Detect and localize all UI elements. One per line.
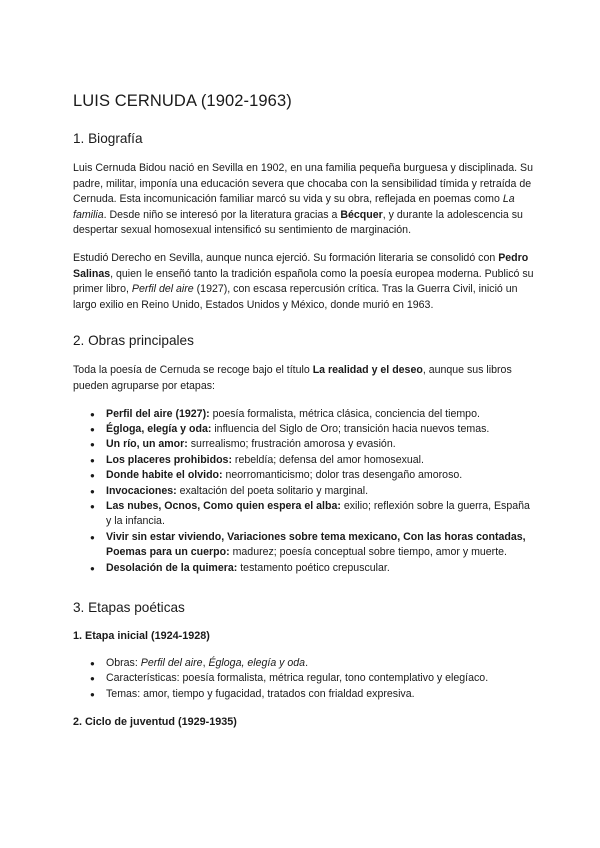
text-run: Estudió Derecho en Sevilla, aunque nunca ejerció. Su formación literaria se consolidó con bbox=[73, 251, 499, 264]
text-run: influencia del Siglo de Oro; transición hacia nuevos temas. bbox=[211, 422, 490, 435]
italic-text: Perfil del aire bbox=[131, 283, 194, 296]
bold-text: Bécquer bbox=[340, 208, 383, 221]
subsection-heading: 2. Ciclo de juventud (1929-1935) bbox=[73, 716, 237, 729]
list-item bbox=[90, 453, 538, 468]
text-run: exilio; reflexión sobre la guerra, España y la infancia. bbox=[106, 499, 530, 528]
text-run: madurez; poesía conceptual sobre tiempo, amor y muerte. bbox=[229, 546, 507, 559]
section-etapas bbox=[73, 600, 538, 728]
text-run: , y durante la adolescencia su despertar sexual homosexual intensificó su sentimiento de marginación. bbox=[73, 208, 523, 237]
bold-text: Los placeres prohibidos: bbox=[106, 453, 232, 466]
text-run: rebeldía; defensa del amor homosexual. bbox=[231, 453, 424, 466]
paragraph bbox=[73, 251, 538, 313]
list-item bbox=[90, 437, 538, 452]
text-run: , aunque sus libros pueden agruparse por etapas: bbox=[73, 364, 512, 392]
italic-text: Égloga, elegía y oda bbox=[208, 657, 306, 669]
text-run: (1927), con escasa repercusión crítica. Tras la Guerra Civil, inició un largo exilio en Reino Unido, Estados Unidos y México, donde murió en 1963. bbox=[73, 283, 518, 311]
text-run: , quien le enseñó tanto la tradición española como la poesía europea moderna. Publicó su primer libro, bbox=[73, 267, 534, 296]
list-item bbox=[90, 687, 538, 702]
list-item bbox=[90, 656, 538, 671]
text-run: neorromanticismo; dolor tras desengaño amoroso. bbox=[222, 469, 463, 482]
section-heading: 3. Etapas poéticas bbox=[73, 600, 185, 615]
text-run: Características: poesía formalista, métrica regular, tono contemplativo y elegíaco. bbox=[106, 672, 489, 685]
section-biografia bbox=[73, 131, 538, 313]
list-item bbox=[90, 468, 538, 483]
text-run: Temas: amor, tiempo y fugacidad, tratados con frialdad expresiva. bbox=[106, 687, 415, 700]
list-item bbox=[90, 422, 538, 437]
text-run: . bbox=[305, 657, 309, 669]
text-run: , bbox=[202, 657, 209, 669]
bold-text: Perfil del aire (1927): bbox=[106, 407, 210, 420]
text-run: testamento poético crepuscular. bbox=[237, 561, 390, 574]
italic-text: La familia bbox=[73, 193, 515, 221]
works-list bbox=[73, 407, 538, 576]
bold-text: Las nubes, Ocnos, Como quien espera el alba: bbox=[106, 499, 341, 512]
paragraph bbox=[73, 363, 538, 394]
text-run: surrealismo; frustración amorosa y evasión. bbox=[187, 438, 396, 451]
bold-text: La realidad y el deseo bbox=[312, 364, 423, 377]
bold-text: Un río, un amor: bbox=[106, 438, 188, 451]
text-run: exaltación del poeta solitario y marginal. bbox=[176, 484, 369, 497]
bold-text: Pedro Salinas bbox=[73, 251, 529, 280]
text-run: Toda la poesía de Cernuda se recoge bajo el título bbox=[73, 364, 313, 377]
bold-text: Donde habite el olvido: bbox=[106, 469, 223, 482]
text-run: poesía formalista, métrica clásica, conciencia del tiempo. bbox=[209, 407, 480, 420]
section-obras bbox=[73, 333, 538, 576]
list-item bbox=[90, 484, 538, 499]
text-run: Obras: bbox=[106, 657, 141, 669]
stage-list bbox=[73, 656, 538, 702]
bold-text: Vivir sin estar viviendo, Variaciones sobre tema mexicano, Con las horas contadas, Poemas para un cuerpo: bbox=[106, 530, 526, 559]
list-item bbox=[90, 499, 538, 530]
section-heading: 2. Obras principales bbox=[73, 333, 194, 349]
bold-text: Invocaciones: bbox=[106, 484, 177, 497]
list-item bbox=[90, 561, 538, 576]
subsection-heading: 1. Etapa inicial (1924-1928) bbox=[73, 630, 210, 642]
list-item bbox=[90, 671, 538, 686]
bold-text: Desolación de la quimera: bbox=[106, 561, 238, 574]
bold-text: Égloga, elegía y oda: bbox=[106, 422, 212, 435]
italic-text: Perfil del aire bbox=[140, 657, 203, 669]
text-run: Luis Cernuda Bidou nació en Sevilla en 1902, en una familia pequeña burguesa y disciplinada. Su padre, militar, imponía una educación severa que chocaba con la sensibilidad tímida y retraída de Cernuda. Esta incomunicación familiar marcó su vida y su obra, reflejada en poemas como bbox=[73, 162, 533, 206]
section-heading: 1. Biografía bbox=[73, 131, 143, 146]
list-item bbox=[90, 407, 538, 422]
paragraph bbox=[73, 161, 538, 239]
document-title: LUIS CERNUDA (1902-1963) bbox=[73, 92, 292, 110]
text-run: . Desde niño se interesó por la literatura gracias a bbox=[103, 208, 341, 221]
list-item bbox=[90, 530, 538, 561]
